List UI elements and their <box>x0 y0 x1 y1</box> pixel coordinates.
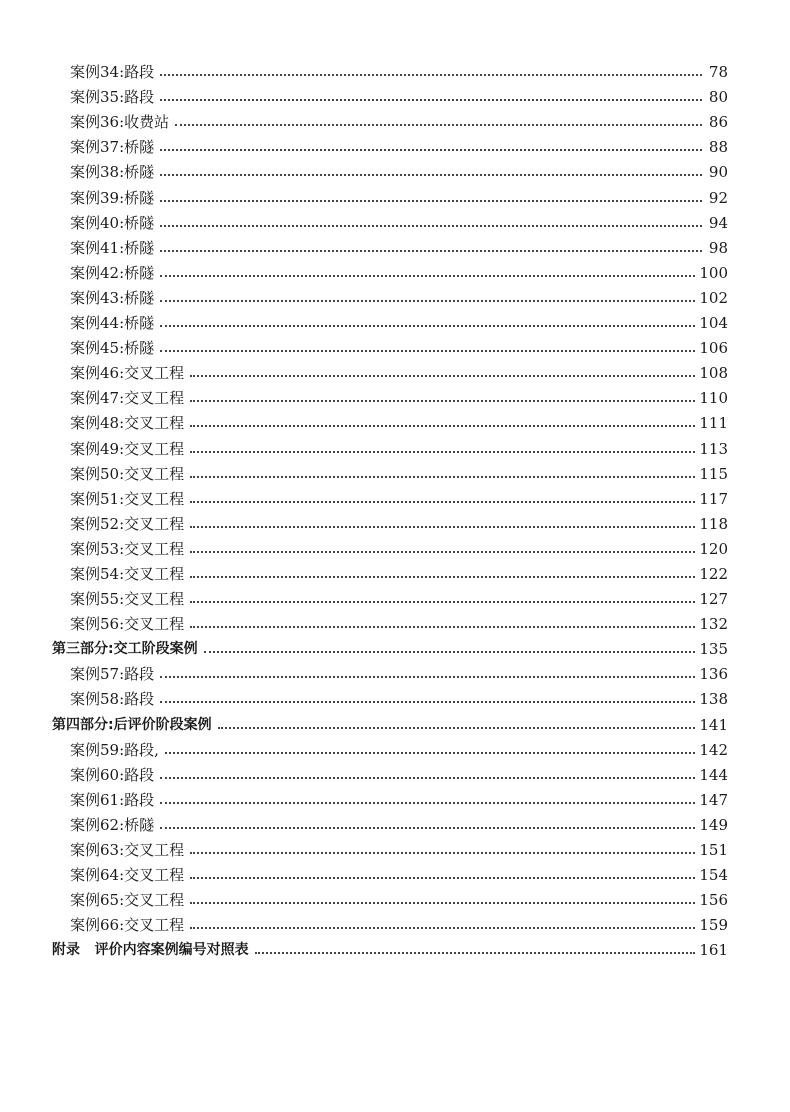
toc-page-number: 80 <box>708 88 728 107</box>
toc-entry-label: 案例62:桥隧 <box>70 815 155 834</box>
toc-page-number: 92 <box>708 188 728 207</box>
toc-entry-label: 案例45:桥隧 <box>70 339 155 358</box>
toc-entry[interactable] <box>52 834 728 859</box>
dot-leader <box>160 777 695 779</box>
toc-page-number: 161 <box>699 941 728 960</box>
toc-entry[interactable] <box>52 533 728 558</box>
dot-leader <box>190 601 695 603</box>
toc-page-number: 117 <box>699 489 728 508</box>
dot-leader <box>190 576 695 578</box>
dot-leader <box>160 99 702 101</box>
toc-entry-label: 案例58:路段 <box>70 690 155 709</box>
toc-section-heading[interactable] <box>52 708 728 733</box>
dot-leader <box>160 74 702 76</box>
toc-entry[interactable] <box>52 683 728 708</box>
toc-entry-label: 案例55:交叉工程 <box>70 590 185 609</box>
toc-entry-label: 案例41:桥隧 <box>70 238 155 257</box>
toc-entry[interactable] <box>52 759 728 784</box>
dot-leader <box>160 325 695 327</box>
toc-entry[interactable] <box>52 784 728 809</box>
dot-leader <box>160 250 702 252</box>
dot-leader <box>175 124 702 126</box>
toc-entry-label: 案例54:交叉工程 <box>70 564 185 583</box>
toc-entry[interactable] <box>52 458 728 483</box>
toc-entry-label: 案例66:交叉工程 <box>70 916 185 935</box>
toc-page-number: 144 <box>699 765 728 784</box>
dot-leader <box>190 902 695 904</box>
toc-page-number: 135 <box>699 640 728 659</box>
toc-entry[interactable] <box>52 257 728 282</box>
dot-leader <box>160 174 702 176</box>
toc-entry-label: 案例34:路段 <box>70 63 155 82</box>
toc-entry[interactable] <box>52 156 728 181</box>
dot-leader <box>190 400 695 402</box>
toc-entry-label: 案例46:交叉工程 <box>70 364 185 383</box>
dot-leader <box>160 802 695 804</box>
toc-section-heading[interactable] <box>52 934 728 959</box>
toc-page-number: 132 <box>699 615 728 634</box>
toc-entry[interactable] <box>52 106 728 131</box>
toc-entry-label: 案例51:交叉工程 <box>70 489 185 508</box>
dot-leader <box>190 526 695 528</box>
toc-page-number: 156 <box>699 891 728 910</box>
toc-page-number: 98 <box>708 238 728 257</box>
dot-leader <box>160 149 702 151</box>
toc-page-number: 115 <box>699 464 728 483</box>
toc-entry[interactable] <box>52 608 728 633</box>
toc-entry[interactable] <box>52 282 728 307</box>
dot-leader <box>190 877 695 879</box>
toc-page-number: 78 <box>708 63 728 82</box>
toc-entry[interactable] <box>52 407 728 432</box>
toc-entry-label: 案例38:桥隧 <box>70 163 155 182</box>
toc-entry[interactable] <box>52 307 728 332</box>
toc-entry[interactable] <box>52 809 728 834</box>
dot-leader <box>160 676 695 678</box>
dot-leader <box>190 451 695 453</box>
toc-entry-label: 案例60:路段 <box>70 765 155 784</box>
toc-entry[interactable] <box>52 332 728 357</box>
toc-page-number: 149 <box>699 815 728 834</box>
dot-leader <box>160 225 702 227</box>
dot-leader <box>160 200 702 202</box>
toc-entry-label: 案例53:交叉工程 <box>70 539 185 558</box>
toc-entry[interactable] <box>52 131 728 156</box>
toc-entry[interactable] <box>52 909 728 934</box>
dot-leader <box>190 626 695 628</box>
toc-entry-label: 案例50:交叉工程 <box>70 464 185 483</box>
toc-page-number: 120 <box>699 539 728 558</box>
toc-entry-label: 案例35:路段 <box>70 88 155 107</box>
toc-page-number: 138 <box>699 690 728 709</box>
toc-page-number: 147 <box>699 790 728 809</box>
toc-entry-label: 案例40:桥隧 <box>70 213 155 232</box>
dot-leader <box>160 275 695 277</box>
toc-page-number: 136 <box>699 665 728 684</box>
toc-entry[interactable] <box>52 207 728 232</box>
toc-entry[interactable] <box>52 483 728 508</box>
toc-entry[interactable] <box>52 382 728 407</box>
toc-page-number: 141 <box>699 715 728 734</box>
dot-leader <box>190 476 695 478</box>
toc-entry-label: 案例65:交叉工程 <box>70 891 185 910</box>
toc-entry[interactable] <box>52 181 728 206</box>
toc-entry-label: 案例48:交叉工程 <box>70 414 185 433</box>
toc-entry[interactable] <box>52 583 728 608</box>
dot-leader <box>190 852 695 854</box>
dot-leader <box>190 551 695 553</box>
toc-page-number: 100 <box>699 263 728 282</box>
dot-leader <box>160 300 695 302</box>
toc-entry[interactable] <box>52 56 728 81</box>
toc-page-number: 113 <box>699 439 728 458</box>
toc-page-number: 88 <box>708 138 728 157</box>
toc-entry-label: 案例39:桥隧 <box>70 188 155 207</box>
toc-page-number: 154 <box>699 866 728 885</box>
toc-entry-label: 案例43:桥隧 <box>70 288 155 307</box>
toc-page-number: 118 <box>699 514 728 533</box>
toc-page-number: 94 <box>708 213 728 232</box>
toc-entry[interactable] <box>52 81 728 106</box>
toc-entry-label: 案例36:收费站 <box>70 113 170 132</box>
toc-entry[interactable] <box>52 232 728 257</box>
dot-leader <box>160 701 695 703</box>
toc-page-number: 142 <box>699 740 728 759</box>
toc-page-number: 151 <box>699 841 728 859</box>
toc-page-number: 122 <box>699 564 728 583</box>
toc-entry[interactable] <box>52 734 728 759</box>
toc-entry-label: 第三部分:交工阶段案例 <box>52 641 198 658</box>
dot-leader <box>218 727 696 729</box>
toc-page-number: 106 <box>699 339 728 358</box>
toc-entry-label: 案例49:交叉工程 <box>70 439 185 458</box>
toc-page-number: 110 <box>699 389 728 408</box>
dot-leader <box>165 752 695 754</box>
toc-entry[interactable] <box>52 508 728 533</box>
toc-entry[interactable] <box>52 658 728 683</box>
toc-page-number: 159 <box>699 916 728 935</box>
toc-entry-label: 案例59:路段, <box>70 740 159 759</box>
toc-entry-label: 案例52:交叉工程 <box>70 514 185 533</box>
dot-leader <box>190 501 695 503</box>
toc-page-number: 90 <box>708 163 728 182</box>
toc-entry-label: 案例37:桥隧 <box>70 138 155 157</box>
toc-entry-label: 附录 评价内容案例编号对照表 <box>52 942 249 959</box>
dot-leader <box>190 375 695 377</box>
dot-leader <box>204 651 696 653</box>
toc-page-number: 127 <box>699 590 728 609</box>
toc-entry[interactable] <box>52 558 728 583</box>
toc-entry-label: 案例42:桥隧 <box>70 263 155 282</box>
toc-entry-label: 案例56:交叉工程 <box>70 615 185 634</box>
table-of-contents <box>52 56 728 959</box>
toc-entry[interactable] <box>52 859 728 884</box>
dot-leader <box>190 425 695 427</box>
dot-leader <box>255 952 696 954</box>
toc-entry-label: 案例44:桥隧 <box>70 314 155 333</box>
toc-entry[interactable] <box>52 432 728 457</box>
toc-entry-label: 案例63:交叉工程 <box>70 841 185 859</box>
toc-entry-label: 第四部分:后评价阶段案例 <box>52 716 212 733</box>
toc-entry[interactable] <box>52 884 728 909</box>
toc-page-number: 111 <box>699 414 728 433</box>
toc-section-heading[interactable] <box>52 633 728 658</box>
toc-page-number: 86 <box>708 113 728 132</box>
dot-leader <box>160 827 695 829</box>
toc-entry-label: 案例64:交叉工程 <box>70 866 185 885</box>
toc-entry[interactable] <box>52 357 728 382</box>
toc-entry-label: 案例47:交叉工程 <box>70 389 185 408</box>
dot-leader <box>160 350 695 352</box>
toc-entry-label: 案例57:路段 <box>70 665 155 684</box>
toc-page-number: 104 <box>699 314 728 333</box>
toc-entry-label: 案例61:路段 <box>70 790 155 809</box>
dot-leader <box>190 927 695 929</box>
toc-page-number: 108 <box>699 364 728 383</box>
toc-page-number: 102 <box>699 288 728 307</box>
